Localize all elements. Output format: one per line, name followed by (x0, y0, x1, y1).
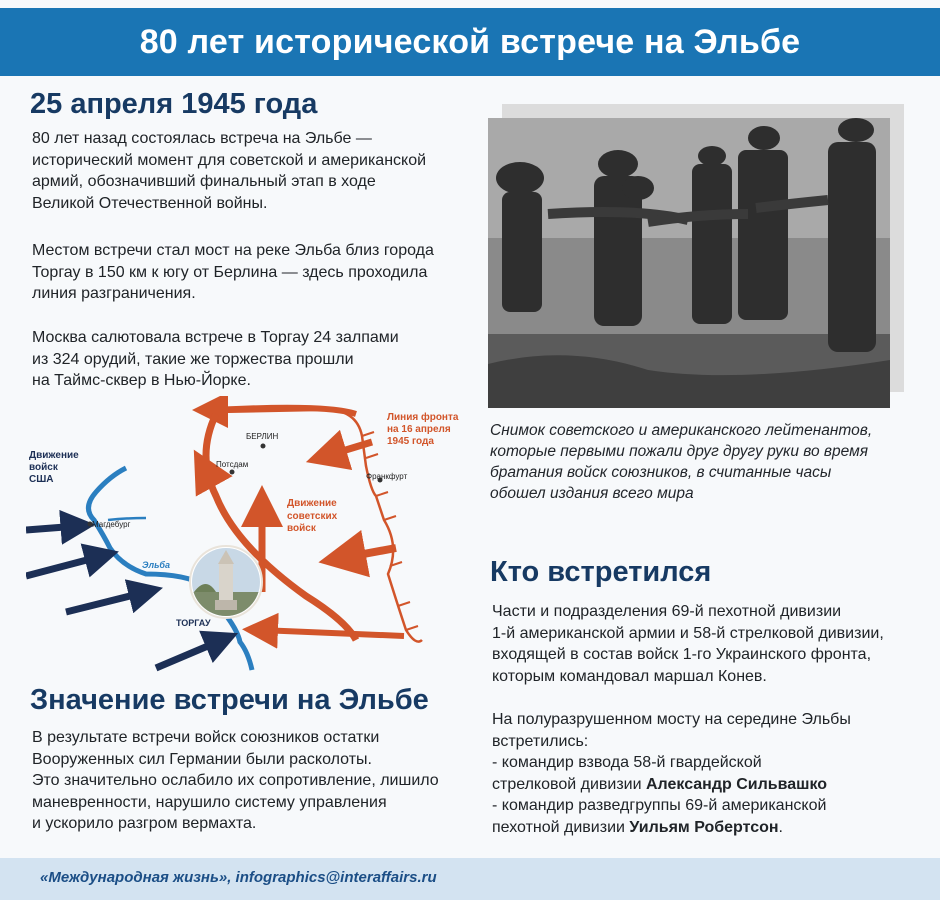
intro-paragraph-1: 80 лет назад состоялась встреча на Эльбе — исторический момент для советской и американской армий, обозначивший финальный этап в ходе Великой Отечественной войны. (32, 130, 427, 212)
significance-text: В результате встречи войск союзников остатки Вооруженных сил Германии были расколоты. Это значительно ослабило их сопротивление, лишило маневренности, нарушило систему управления и ускорило разгром вермахта. (32, 729, 439, 832)
label-us-movement: Движение войск США (29, 450, 79, 485)
us-arrow-4 (156, 640, 222, 668)
significance-heading: Значение встречи на Эльбе (30, 684, 429, 716)
footer (0, 858, 940, 900)
label-frankfurt: Франкфурт (366, 472, 408, 481)
who-met-heading: Кто встретился (490, 556, 712, 588)
intro-paragraph-2: Местом встречи стал мост на реке Эльба близ города Торгау в 150 км к югу от Берлина — здесь проходила линия разграничения. (32, 242, 434, 302)
intro-paragraph-3: Москва салютовала встрече в Торгау 24 залпами из 324 орудий, такие же торжества прошли на Таймс-сквер в Нью-Йорке. (32, 329, 399, 389)
us-officer-line-2: пехотной дивизии Уильям Робертсон. (492, 818, 783, 836)
potsdam-dot (230, 470, 235, 475)
who-met-list (492, 752, 827, 838)
label-magdeburg: Магдебург (92, 520, 131, 529)
label-torgau: ТОРГАУ (176, 618, 211, 628)
us-officer-line-1: - командир разведгруппы 69-й американской (492, 797, 827, 814)
handshake-photo (488, 104, 904, 408)
page-title: 80 лет исторической встрече на Эльбе (139, 23, 801, 61)
label-berlin: БЕРЛИН (246, 432, 279, 441)
label-front-line: Линия фронта на 16 апреля 1945 года (387, 412, 459, 447)
us-arrow-2 (26, 556, 102, 576)
berlin-dot (261, 444, 266, 449)
us-arrow-3 (66, 592, 146, 612)
soviet-officer-line-1: - командир взвода 58-й гвардейской (492, 754, 762, 771)
who-met-paragraph-1: Части и подразделения 69-й пехотной дивизии 1-й американской армии и 58-й стрелковой дивизии, входящей в состав войск 1-го Украинского фронта, которым командовал маршал Конев. (492, 603, 884, 685)
label-potsdam: Потсдам (216, 460, 249, 469)
who-met-paragraph-2: На полуразрушенном мосту на середине Эльбы встретились: (492, 711, 851, 750)
soviet-officer-name: Александр Сильвашко (645, 775, 828, 793)
footer-credit: «Международная жизнь», infographics@interaffairs.ru (40, 869, 437, 886)
photo-caption: Снимок советского и американского лейтенантов, которые первыми пожали друг другу руки во время братания войск союзников, в считанные часы обошел издания всего мира (490, 422, 873, 502)
soviet-officer-line-2: стрелковой дивизии Александр Сильвашко (492, 775, 828, 793)
label-elbe: Эльба (142, 560, 170, 570)
us-officer-name: Уильям Робертсон (629, 818, 779, 836)
title-banner (0, 8, 940, 76)
us-arrow-1 (26, 526, 78, 530)
soviet-arrow-6 (260, 630, 404, 636)
soviet-arrow-2-head (204, 468, 214, 486)
soviet-arrow-5 (342, 548, 396, 558)
date-heading: 25 апреля 1945 года (30, 88, 318, 120)
label-soviet-movement: Движение советских войск (287, 498, 338, 534)
